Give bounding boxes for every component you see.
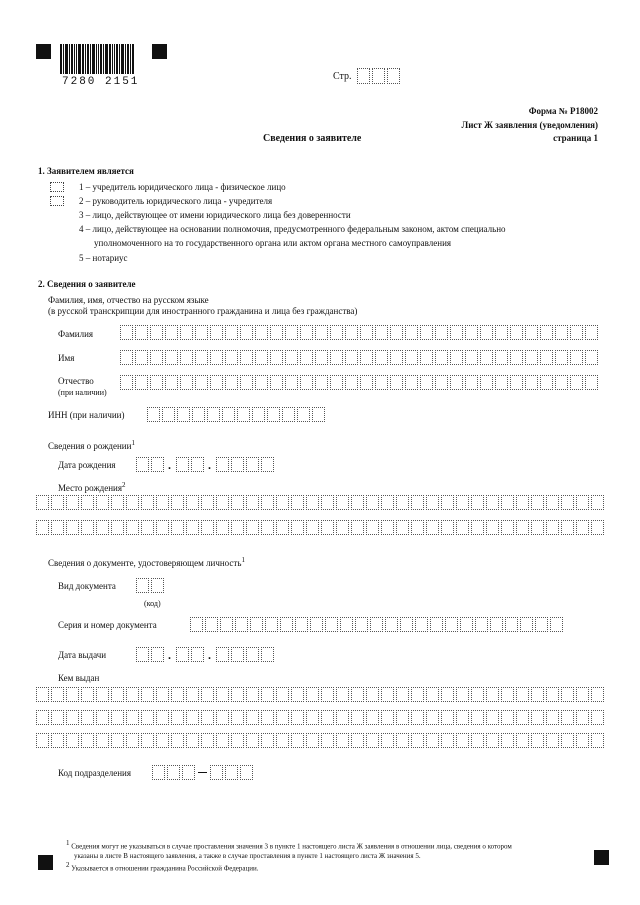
footnote-2-text: Указывается в отношении гражданина Российской Федерации. bbox=[71, 864, 259, 873]
page-indicator: страница 1 bbox=[553, 133, 598, 143]
page-number-cells[interactable] bbox=[357, 68, 402, 84]
footnote-1-line-2: указаны в листе В настоящего заявления, а также в случае проставления в пункте 1 настоящего листа Ж значения 5. bbox=[74, 852, 421, 861]
sheet-title: Лист Ж заявления (уведомления) bbox=[461, 120, 598, 130]
dept-code-label: Код подразделения bbox=[58, 768, 131, 778]
name-label: Имя bbox=[58, 353, 75, 363]
issue-month-cells[interactable] bbox=[176, 647, 206, 662]
date-separator: . bbox=[168, 458, 171, 472]
issued-by-cells-row-2[interactable] bbox=[36, 710, 606, 725]
patronymic-note: (при наличии) bbox=[58, 388, 107, 397]
applicant-option-5: 5 – нотариус bbox=[79, 253, 128, 263]
birth-info-text: Сведения о рождении bbox=[48, 441, 132, 451]
surname-label: Фамилия bbox=[58, 329, 94, 339]
inn-label: ИНН (при наличии) bbox=[48, 410, 125, 420]
fio-intro: Фамилия, имя, отчество на русском языке bbox=[48, 295, 209, 305]
fio-intro-note: (в русской транскрипции для иностранного гражданина и лица без гражданства) bbox=[48, 306, 358, 316]
birth-place-cells-row-2[interactable] bbox=[36, 520, 606, 535]
surname-cells[interactable] bbox=[120, 325, 600, 340]
issued-by-label: Кем выдан bbox=[58, 673, 100, 683]
barcode-number: 7280 2151 bbox=[62, 76, 140, 88]
page-label: Стр. bbox=[333, 71, 352, 82]
applicant-option-1: 1 – учредитель юридического лица - физическое лицо bbox=[79, 182, 286, 192]
birth-place-cells-row-1[interactable] bbox=[36, 495, 606, 510]
registration-mark-bottom-right bbox=[594, 850, 609, 865]
section-2-heading: 2. Сведения о заявителе bbox=[38, 279, 136, 289]
date-separator: . bbox=[208, 458, 211, 472]
doc-series-cells[interactable] bbox=[190, 617, 565, 632]
registration-mark-bottom-left bbox=[38, 855, 53, 870]
applicant-option-4-cont: уполномоченного на то государственного органа или актом органа местного самоуправления bbox=[94, 238, 452, 248]
issue-date-label: Дата выдачи bbox=[58, 650, 107, 660]
date-separator: . bbox=[168, 648, 171, 662]
doc-type-label: Вид документа bbox=[58, 581, 116, 591]
footnote-1-line-1: Сведения могут не указываться в случае проставления значения 3 в пункте 1 настоящего листа Ж заявления в отношении лица, сведения о котором bbox=[71, 842, 512, 851]
registration-mark-top-right bbox=[152, 44, 167, 59]
issue-day-cells[interactable] bbox=[136, 647, 166, 662]
issue-year-cells[interactable] bbox=[216, 647, 276, 662]
registration-mark-top-left bbox=[36, 44, 51, 59]
patronymic-label: Отчество bbox=[58, 376, 94, 386]
footnote-2: $^2$ Указывается в отношении гражданина Российской Федерации. bbox=[66, 861, 259, 873]
birth-place-label: Место рождения bbox=[58, 483, 123, 493]
date-separator: . bbox=[208, 648, 211, 662]
issued-by-cells-row-1[interactable] bbox=[36, 687, 606, 702]
inn-cells[interactable] bbox=[147, 407, 327, 422]
birth-day-cells[interactable] bbox=[136, 457, 166, 472]
applicant-type-cell-2[interactable] bbox=[50, 196, 64, 206]
doc-info-text: Сведения о документе, удостоверяющем личность bbox=[48, 558, 242, 568]
applicant-option-2: 2 – руководитель юридического лица - учредителя bbox=[79, 196, 273, 206]
birth-month-cells[interactable] bbox=[176, 457, 206, 472]
name-cells[interactable] bbox=[120, 350, 600, 365]
issued-by-cells-row-3[interactable] bbox=[36, 733, 606, 748]
birth-place-heading: Место рождения$^2$ bbox=[58, 481, 126, 493]
patronymic-cells[interactable] bbox=[120, 375, 600, 390]
form-number: Форма № Р18002 bbox=[528, 106, 598, 116]
doc-series-label: Серия и номер документа bbox=[58, 620, 157, 630]
dept-code-cells-part-2[interactable] bbox=[210, 765, 255, 780]
doc-info-heading: Сведения о документе, удостоверяющем личность$^1$ bbox=[48, 556, 245, 568]
birth-date-label: Дата рождения bbox=[58, 460, 116, 470]
dept-code-dash bbox=[198, 772, 207, 773]
applicant-option-3: 3 – лицо, действующее от имени юридического лица без доверенности bbox=[79, 210, 351, 220]
applicant-option-4: 4 – лицо, действующее на основании полномочия, предусмотренного федеральным законом, актом специально bbox=[79, 224, 506, 234]
doc-type-cells[interactable] bbox=[136, 578, 166, 593]
doc-code-note: (код) bbox=[144, 599, 161, 608]
barcode bbox=[60, 44, 135, 74]
birth-info-heading: Сведения о рождении$^1$ bbox=[48, 439, 135, 451]
section-1-heading: 1. Заявителем является bbox=[38, 166, 134, 176]
page-title: Сведения о заявителе bbox=[263, 133, 362, 144]
birth-year-cells[interactable] bbox=[216, 457, 276, 472]
dept-code-cells-part-1[interactable] bbox=[152, 765, 197, 780]
footnote-1: $^1$ Сведения могут не указываться в случае проставления значения 3 в пункте 1 настоящего листа Ж заявления в отношении лица, сведения о котором указаны в листе В настоящего заявления, а также в случае проставления в пункте 1 настоящего листа Ж значения 5. bbox=[66, 839, 512, 861]
applicant-type-cell-1[interactable] bbox=[50, 182, 64, 192]
